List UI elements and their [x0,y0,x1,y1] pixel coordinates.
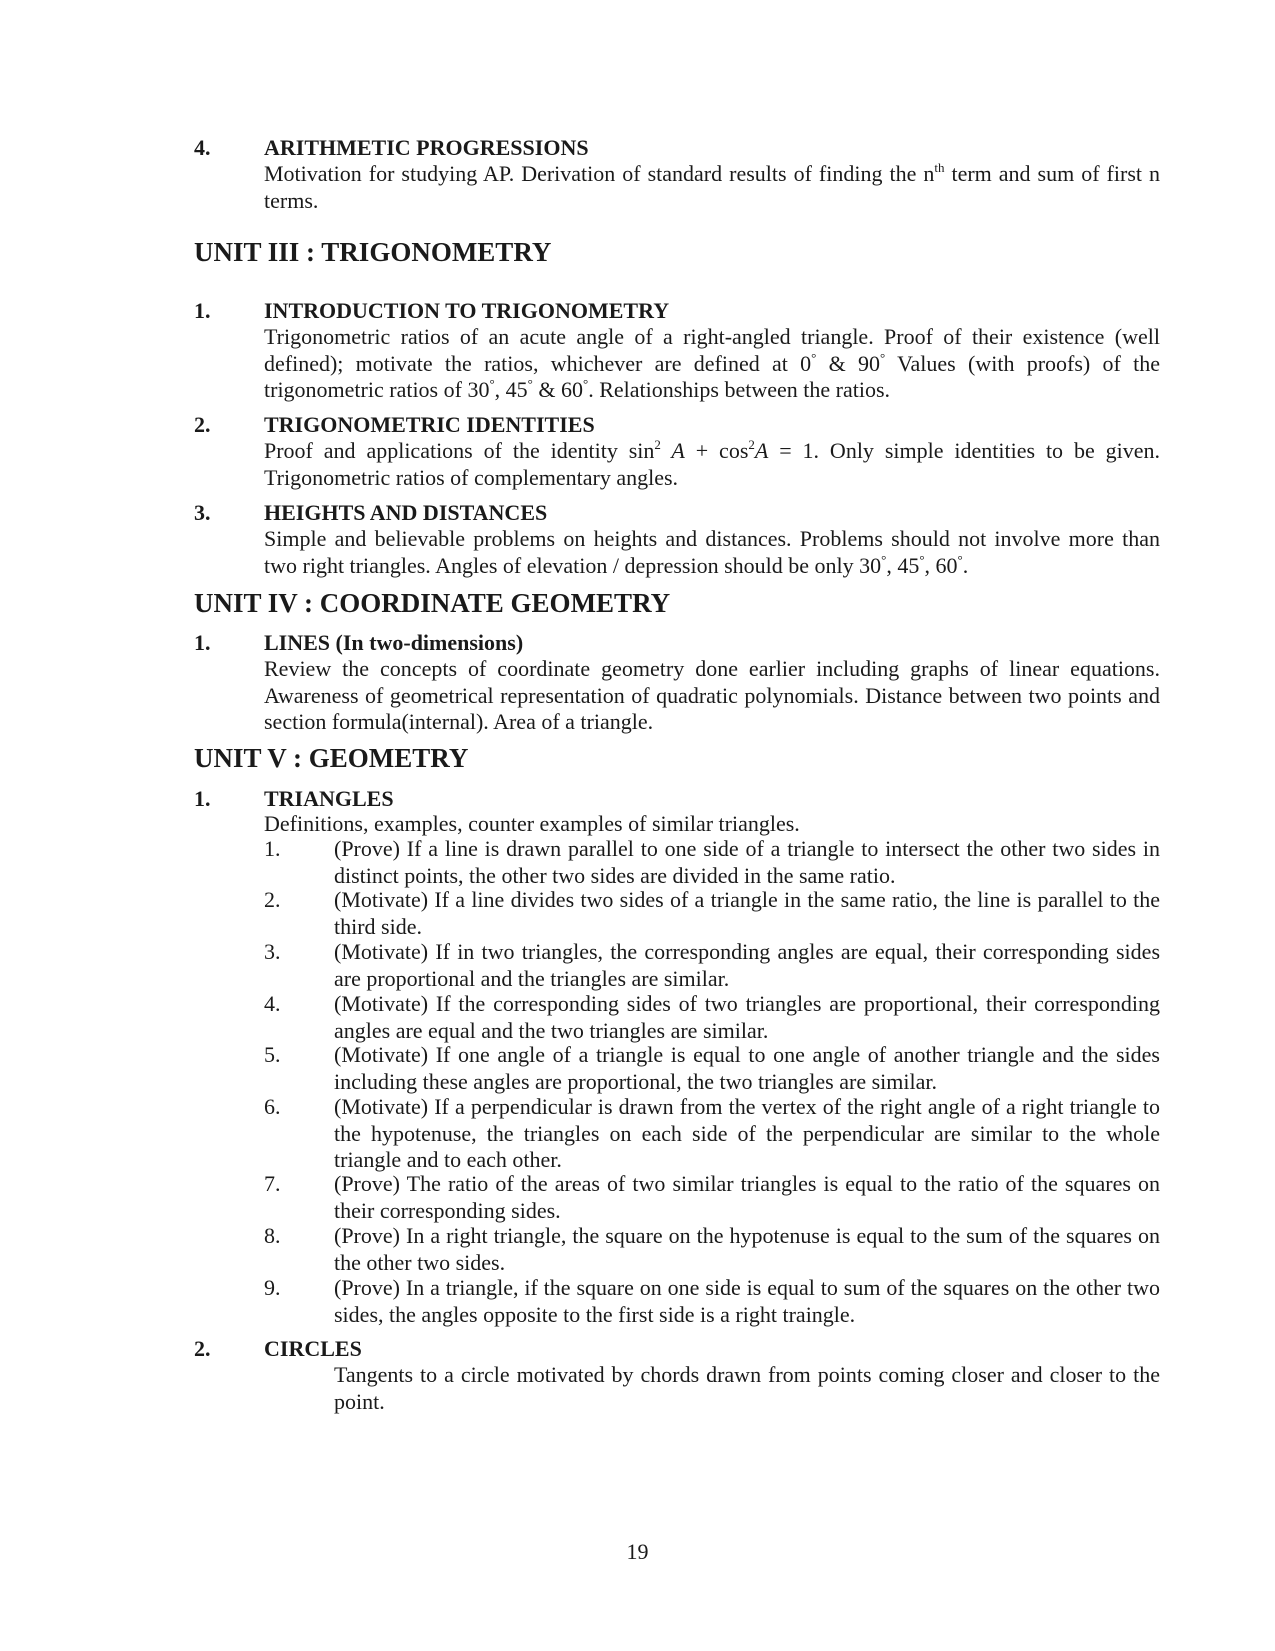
math-variable: A [754,438,769,463]
body-text-part: + cos [684,438,749,463]
list-item-text: (Motivate) If in two triangles, the corresponding angles are equal, their corresponding sides are proportional and the triangles are similar. [334,939,1160,991]
body-text-part: Values (with proofs) of the trigonometric ratios of 30 [264,350,1160,402]
body-text-part: , 45 [494,377,528,402]
topic-body [264,438,1160,491]
list-item-number: 6. [264,1094,281,1119]
degree-symbol: ° [582,376,589,391]
unit-title-coordinate-geometry: UNIT IV : COORDINATE GEOMETRY [194,588,671,618]
body-text-part: & 60 [532,377,583,402]
topic-heading: TRIGONOMETRIC IDENTITIES [264,412,595,437]
unit-title-trigonometry: UNIT III : TRIGONOMETRY [194,237,552,267]
list-item-text: (Motivate) If a line divides two sides of a triangle in the same ratio, the line is parallel to the third side. [334,887,1160,939]
list-item-text: (Prove) In a right triangle, the square on the hypotenuse is equal to the sum of the squares on the other two sides. [334,1223,1160,1275]
body-text-part: Trigonometric ratios of an acute angle of a right-angled triangle. Proof of their existence (well defined); motivate the ratios, whichever are defined at 0 [264,324,1160,376]
list-item-number: 2. [264,887,281,912]
list-item-text: (Prove) In a triangle, if the square on one side is equal to sum of the squares on the other two sides, the angles opposite to the first side is a right traingle. [334,1275,1160,1327]
math-variable: A [660,438,685,463]
degree-symbol: ° [881,551,887,567]
body-text-part: , 45 [886,552,920,578]
list-item-number: 8. [264,1223,281,1248]
degree-symbol: ° [527,376,533,391]
body-text-part: Motivation for studying AP. Derivation of standard results of finding the n [264,161,935,186]
topic-body [264,526,1160,579]
list-item-text: (Motivate) If the corresponding sides of two triangles are proportional, their corresponding angles are equal and the two triangles are similar. [334,991,1160,1043]
list-item-text: (Prove) If a line is drawn parallel to one side of a triangle to intersect the other two sides in distinct points, the other two sides are divided in the same ratio. [334,836,1160,888]
topic-heading: INTRODUCTION TO TRIGONOMETRY [264,298,670,323]
list-item-text: (Motivate) If a perpendicular is drawn from the vertex of the right angle of a right triangle to the hypotenuse, the triangles on each side of the perpendicular are similar to the whole triangle and to each other. [334,1094,1160,1172]
list-item-number: 9. [264,1275,281,1300]
topic-number: 1. [194,786,211,811]
list-item-number: 5. [264,1042,281,1067]
unit-title-geometry: UNIT V : GEOMETRY [194,743,469,773]
topic-number: 1. [194,630,211,655]
exponent: 2 [748,437,755,452]
topic-intro: Definitions, examples, counter examples of similar triangles. [264,811,800,836]
page-number: 19 [626,1539,649,1564]
topic-heading: LINES (In two-dimensions) [264,630,524,655]
body-text-part: . [962,552,969,578]
body-text-part: term and sum of first n terms. [264,161,1160,213]
superscript-th: th [934,160,945,175]
list-item-number: 1. [264,836,281,861]
body-text-part: Proof and applications of the identity sin [264,438,655,463]
topic-body: Tangents to a circle motivated by chords drawn from points coming closer and closer to the point. [334,1362,1160,1414]
topic-body [264,324,1160,404]
topic-number: 2. [194,1336,211,1361]
body-text-part: = 1. Only simple identities to be given. Trigonometric ratios of complementary angles. [264,438,1160,490]
section-body [264,161,1160,214]
exponent: 2 [654,437,661,452]
list-item-text: (Prove) The ratio of the areas of two similar triangles is equal to the ratio of the squares on their corresponding sides. [334,1171,1160,1223]
body-text-part: Simple and believable problems on heights and distances. Problems should not involve more than two right triangles. Angles of elevation / depression should be only 30 [264,526,1160,578]
degree-symbol: ° [957,551,963,567]
topic-heading: HEIGHTS AND DISTANCES [264,500,548,525]
topic-number: 2. [194,412,211,437]
body-text-part: . Relationships between the ratios. [588,377,891,402]
topic-number: 1. [194,298,211,323]
list-item-number: 4. [264,991,281,1016]
degree-symbol: ° [489,376,495,391]
body-text-part: , 60 [924,552,958,578]
topic-body: Review the concepts of coordinate geometry done earlier including graphs of linear equations. Awareness of geometrical representation of quadratic polynomials. Distance between two points and section formula(internal). Area of a triangle. [264,656,1160,734]
degree-symbol: ° [811,349,817,365]
body-text-part: & 90 [816,350,880,376]
section-heading: ARITHMETIC PROGRESSIONS [264,135,589,160]
list-item-text: (Motivate) If one angle of a triangle is equal to one angle of another triangle and the sides including these angles are proportional, the two triangles are similar. [334,1042,1160,1094]
list-item-number: 3. [264,939,281,964]
topic-heading: TRIANGLES [264,786,394,811]
topic-number: 3. [194,500,211,525]
section-number: 4. [194,135,211,160]
degree-symbol: ° [919,551,925,567]
topic-heading: CIRCLES [264,1336,362,1361]
list-item-number: 7. [264,1171,281,1196]
degree-symbol: ° [880,349,886,365]
